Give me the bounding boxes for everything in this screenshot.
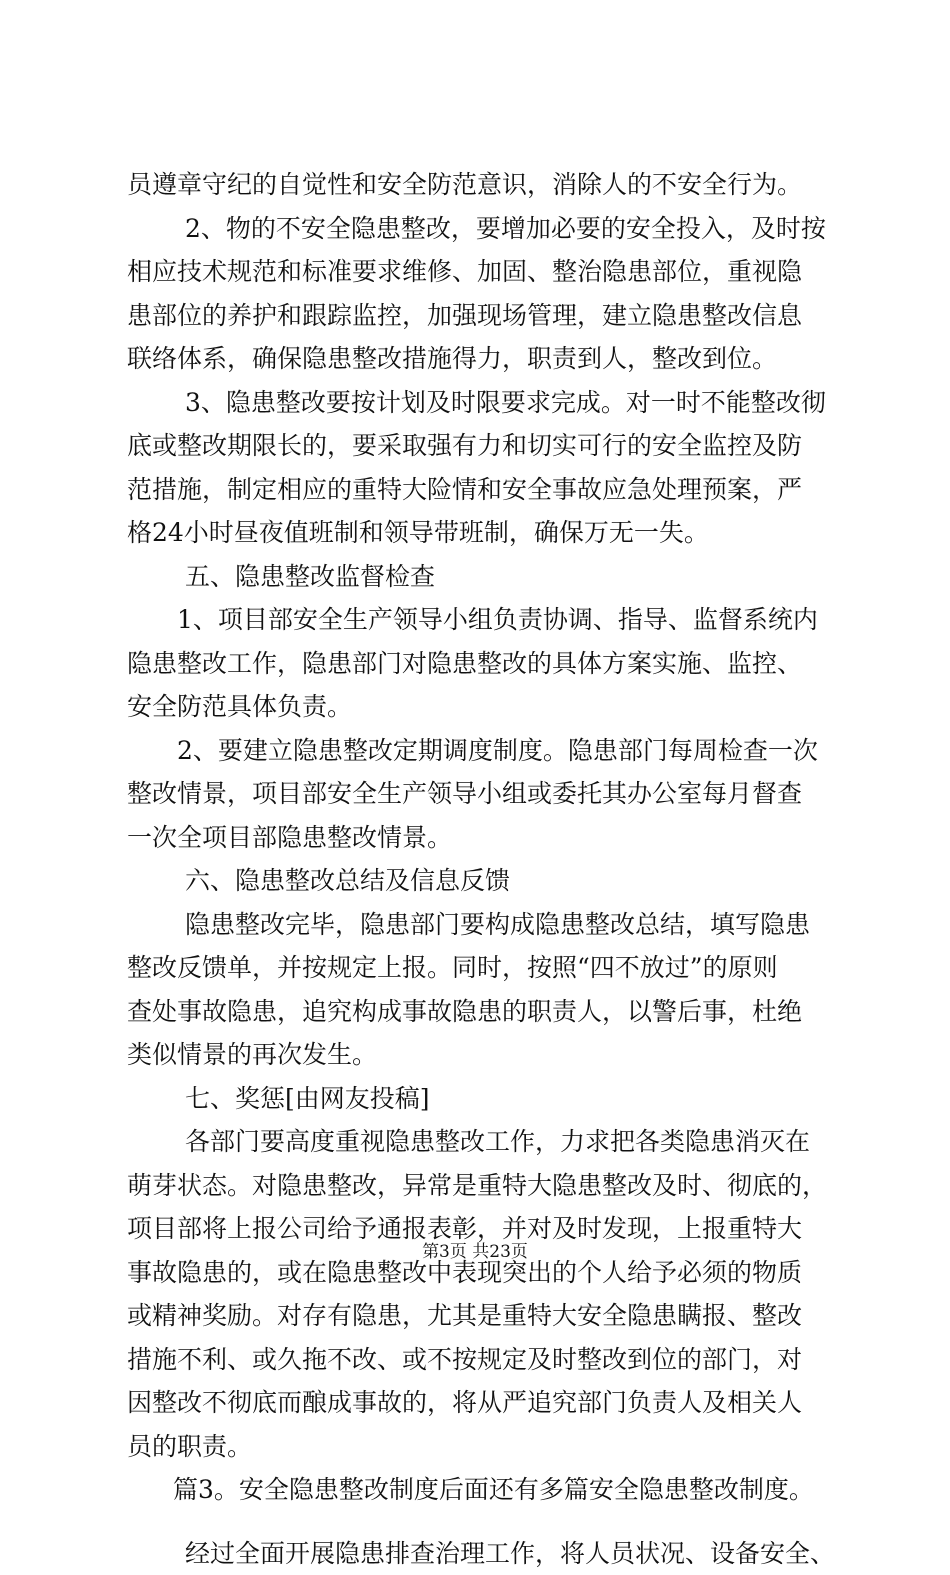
text-line: 底或整改期限长的，要采取强有力和切实可行的安全监控及防	[127, 424, 843, 468]
text-line: 1、项目部安全生产领导小组负责协调、指导、监督系统内	[127, 598, 843, 642]
text-line: 各部门要高度重视隐患整改工作，力求把各类隐患消灭在	[127, 1120, 843, 1164]
text-line: 因整改不彻底而酿成事故的，将从严追究部门负责人及相关人	[127, 1381, 843, 1425]
text-line: 篇3。安全隐患整改制度后面还有多篇安全隐患整改制度。	[127, 1468, 843, 1512]
text-line: 经过全面开展隐患排查治理工作，将人员状况、设备安全、	[127, 1532, 843, 1575]
text-line: 查处事故隐患，追究构成事故隐患的职责人，以警后事，杜绝	[127, 990, 843, 1034]
text-line: 项目部将上报公司给予通报表彰，并对及时发现，上报重特大	[127, 1207, 843, 1251]
text-line: 格24小时昼夜值班制和领导带班制，确保万无一失。	[127, 511, 843, 555]
text-line: 类似情景的再次发生。	[127, 1033, 843, 1077]
text-line: 2、要建立隐患整改定期调度制度。隐患部门每周检查一次	[127, 729, 843, 773]
text-line: 整改反馈单，并按规定上报。同时，按照“四不放过”的原则	[127, 946, 843, 990]
text-line: 相应技术规范和标准要求维修、加固、整治隐患部位，重视隐	[127, 250, 843, 294]
text-line: 员遵章守纪的自觉性和安全防范意识，消除人的不安全行为。	[127, 163, 843, 207]
text-line: 一次全项目部隐患整改情景。	[127, 816, 843, 860]
section-heading: 五、隐患整改监督检查	[127, 555, 843, 599]
text-line: 措施不利、或久拖不改、或不按规定及时整改到位的部门，对	[127, 1338, 843, 1382]
page-footer: 第3页 共23页	[0, 1241, 950, 1263]
paragraph-gap	[127, 1512, 843, 1532]
text-line: 患部位的养护和跟踪监控，加强现场管理，建立隐患整改信息	[127, 294, 843, 338]
text-line: 3、隐患整改要按计划及时限要求完成。对一时不能整改彻	[127, 381, 843, 425]
text-line: 员的职责。	[127, 1425, 843, 1469]
text-line: 安全防范具体负责。	[127, 685, 843, 729]
text-line: 整改情景，项目部安全生产领导小组或委托其办公室每月督查	[127, 772, 843, 816]
text-line: 隐患整改工作，隐患部门对隐患整改的具体方案实施、监控、	[127, 642, 843, 686]
text-line: 隐患整改完毕，隐患部门要构成隐患整改总结，填写隐患	[127, 903, 843, 947]
text-line: 事故隐患的，或在隐患整改中表现突出的个人给予必须的物质	[127, 1251, 843, 1295]
text-line: 联络体系，确保隐患整改措施得力，职责到人，整改到位。	[127, 337, 843, 381]
text-line: 范措施，制定相应的重特大险情和安全事故应急处理预案，严	[127, 468, 843, 512]
document-body	[127, 163, 843, 1575]
section-heading: 七、奖惩[由网友投稿]	[127, 1077, 843, 1121]
text-line: 2、物的不安全隐患整改，要增加必要的安全投入，及时按	[127, 207, 843, 251]
text-line: 萌芽状态。对隐患整改，异常是重特大隐患整改及时、彻底的，	[127, 1164, 843, 1208]
text-line: 或精神奖励。对存有隐患，尤其是重特大安全隐患瞒报、整改	[127, 1294, 843, 1338]
section-heading: 六、隐患整改总结及信息反馈	[127, 859, 843, 903]
